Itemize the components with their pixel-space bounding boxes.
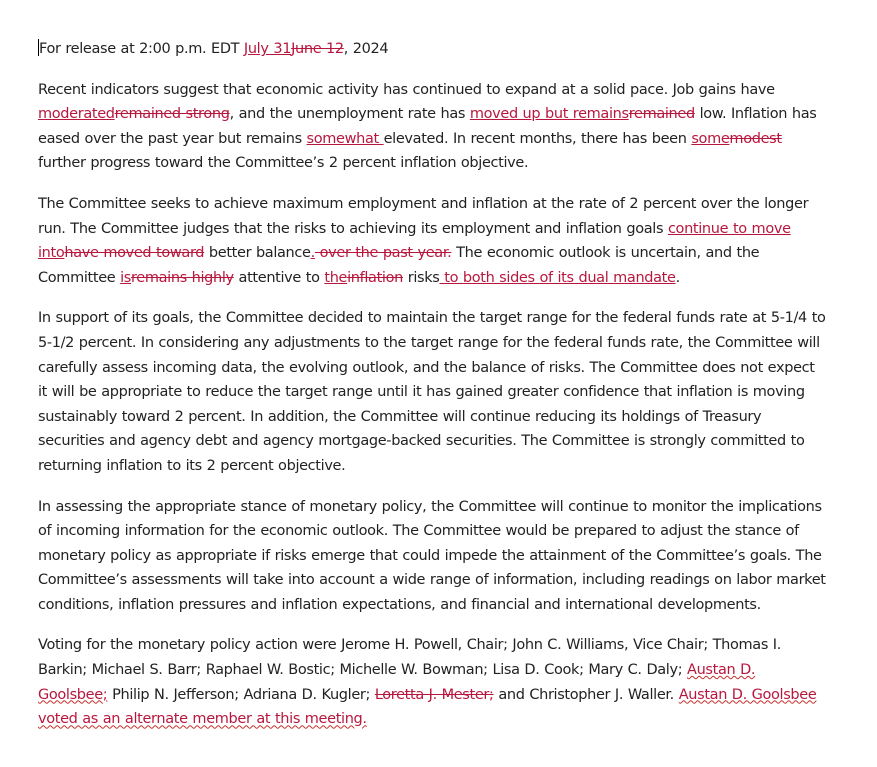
deleted-text: Loretta J. Mester; — [374, 686, 494, 703]
inserted-text: to both sides of its dual mandate — [439, 269, 676, 286]
inserted-text: moderated — [38, 106, 115, 123]
release-line: For release at 2:00 p.m. EDT July 31June 12, 2024 — [39, 41, 389, 57]
paragraph-policy-stance: In assessing the appropriate stance of monetary policy, the Committee will continue to monitor the implications of incoming information for the economic outlook. The Committee would be prepared to adjust the stance of monetary policy as appropriate if risks emerge that could impede the attainment of the Committee’s goals. The Committee’s assessments will take into account a wide range of information, including readings on labor market conditions, inflation pressures and inflation expectations, and financial and international developments. — [38, 498, 826, 613]
inserted-text: some — [691, 130, 730, 147]
deleted-text: have moved toward — [64, 245, 205, 262]
deleted-text: over the past year. — [314, 245, 452, 262]
inserted-text-misspelled: Austan D. Goolsbee; — [38, 662, 756, 703]
deleted-text: remained strong — [114, 106, 230, 123]
inserted-text: somewhat — [306, 130, 384, 147]
deleted-text: remained — [628, 106, 695, 123]
paragraph-voting: Voting for the monetary policy action were Jerome H. Powell, Chair; John C. Williams, Vice Chair; Thomas I. Barkin; Michael S. Barr; Raphael W. Bostic; Michelle W. Bowman; Lisa D. Cook; Mary C. Daly; Austan D. Goolsbee; Philip N. Jefferson; Adriana D. Kugler; Loretta J. Mester; and Christopher J. Waller. Austan D. Goolsbee voted as an alternate member at this meeting. — [38, 637, 817, 728]
inserted-text: moved up but remains — [469, 106, 629, 123]
inserted-text: is — [120, 269, 131, 286]
deleted-text: modest — [729, 130, 782, 147]
inserted-text: July 31 — [243, 41, 292, 57]
paragraph-target-range: In support of its goals, the Committee decided to maintain the target range for the federal funds rate at 5-1/4 to 5-1/2 percent. In considering any adjustments to the target range for the federal funds rate, the Committee will carefully assess incoming data, the evolving outlook, and the balance of risks. The Committee does not expect it will be appropriate to reduce the target range until it has gained greater confidence that inflation is moving sustainably toward 2 percent. In addition, the Committee will continue reducing its holdings of Treasury securities and agency debt and agency mortgage-backed securities. The Committee is strongly committed to returning inflation to its 2 percent objective. — [38, 310, 826, 474]
paragraph-committee-goals: The Committee seeks to achieve maximum employment and inflation at the rate of 2 percent over the longer run. The Committee judges that the risks to achieving its employment and inflation goals continue to move intohave moved toward better balance. over the past year. The economic outlook is uncertain, and the Committee isremains highly attentive to theinflation risks to both sides of its dual mandate. — [38, 195, 809, 286]
deleted-text: inflation — [347, 269, 403, 286]
inserted-text: continue to move into — [38, 220, 791, 262]
deleted-text: remains highly — [131, 269, 234, 286]
paragraph-economic-activity: Recent indicators suggest that economic activity has continued to expand at a solid pace. Job gains have moderatedremained strong, and the unemployment rate has moved up but remainsremained low. Inflation has eased over the past year but remains somewhat elevated. In recent months, there has been somemodest further progress toward the Committee’s 2 percent inflation objective. — [38, 81, 817, 172]
inserted-text: the — [324, 269, 348, 286]
inserted-text-misspelled: Austan D. Goolsbee voted as an alternate member at this meeting. — [38, 686, 817, 728]
deleted-text: June 12 — [291, 41, 344, 57]
inserted-text: . — [310, 245, 315, 262]
